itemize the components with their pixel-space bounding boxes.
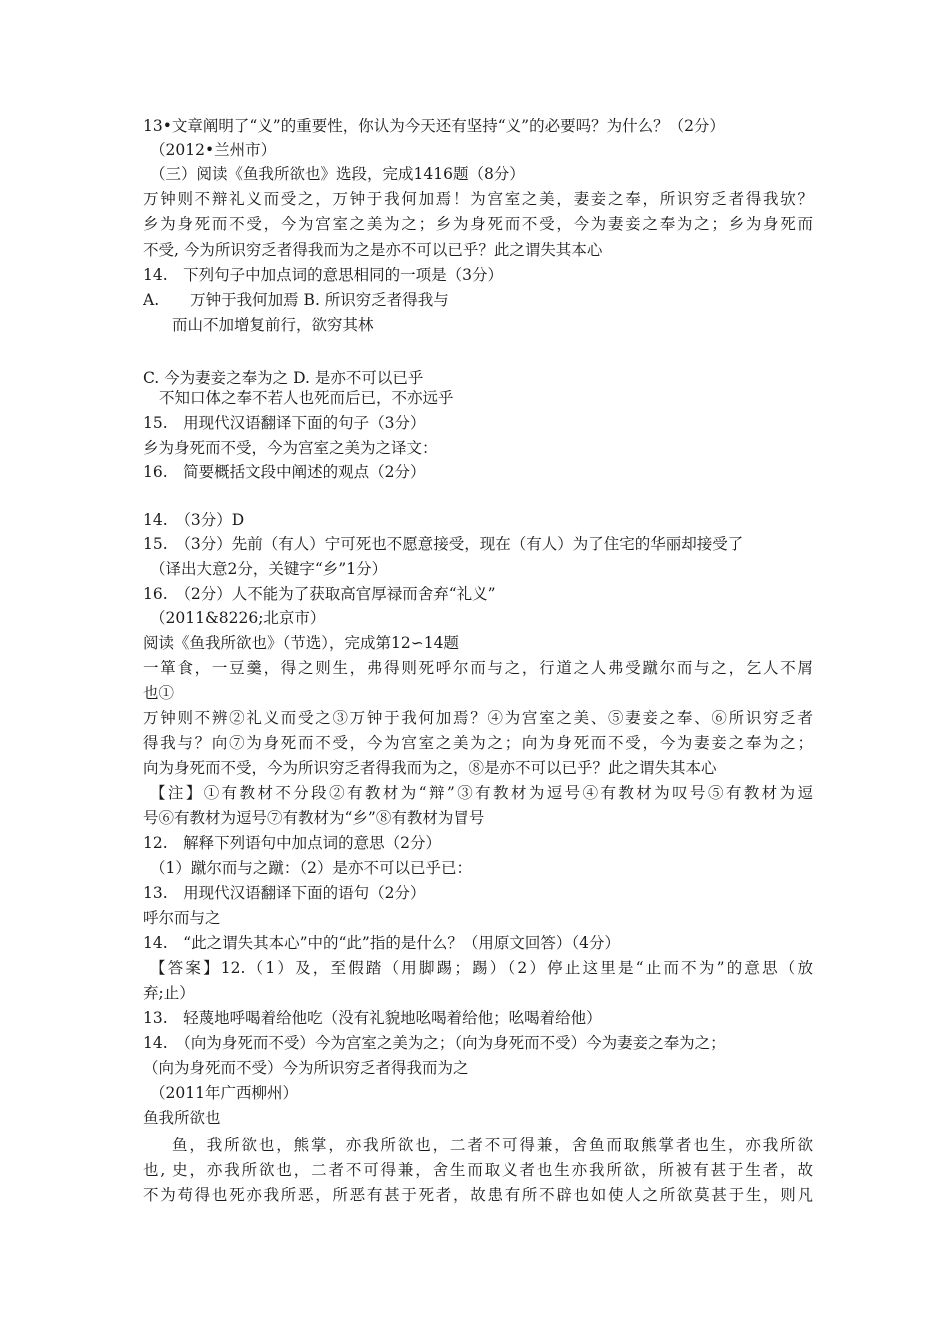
text-line: 号⑥有教材为逗号⑦有教材为“乡”⑧有教材为冒号 <box>143 809 485 827</box>
text-line: 不知口体之奉不若人也死而后已，不亦远乎 <box>159 389 454 407</box>
text-line: 呼尔而与之 <box>143 909 221 927</box>
text-line: 乡为身死而不受，今为宫室之美为之；乡为身死而不受，今为妻妾之奉为之；乡为身死而 <box>143 215 813 233</box>
section-heading: 阅读《鱼我所欲也》（节选），完成第12∽14题 <box>143 634 459 652</box>
text-line: （1）蹴尔而与之蹴：（2）是亦不可以已乎已： <box>150 859 472 877</box>
passage-title: 鱼我所欲也 <box>143 1109 221 1127</box>
answer-13: 13. 轻蔑地呼喝着给他吃（没有礼貌地吆喝着给他；吆喝着给他） <box>143 1009 602 1027</box>
question-16: 16. 简要概括文段中阐述的观点（2分） <box>143 463 426 481</box>
passage-line: 也, 史，亦我所欲也，二者不可得兼，舍生而取义者也生亦我所欲，所被有甚于生者，故 <box>143 1161 813 1179</box>
answer-14: 14. （3分）D <box>143 511 245 529</box>
text-line: 13•文章阐明了“义”的重要性，你认为今天还有坚持“义”的必要吗？为什么？（2分） <box>143 117 725 135</box>
question-14: 14. 下列句子中加点词的意思相同的一项是（3分） <box>143 266 504 284</box>
text-line: 得我与？向⑦为身死而不受，今为宫室之美为之；向为身死而不受，今为妻妾之奉为之； <box>143 734 813 752</box>
source-note: （2011&8226;北京市） <box>150 609 326 627</box>
text-line: 乡为身死而不受，今为宫室之美为之译文： <box>143 439 438 457</box>
passage-line: 鱼，我所欲也，熊掌，亦我所欲也，二者不可得兼，舍鱼而取熊掌者也生，亦我所欲 <box>172 1136 813 1154</box>
text-line: （三）阅读《鱼我所欲也》选段，完成1416题（8分） <box>150 165 525 183</box>
question-12: 12. 解释下列语句中加点词的意思（2分） <box>143 834 442 852</box>
text-line: （2012•兰州市） <box>150 141 277 159</box>
text-line: （向为身死而不受）今为所识穷乏者得我而为之 <box>143 1059 469 1077</box>
notes: 【注】①有教材不分段②有教材为“辩”③有教材为逗号④有教材为叹号⑤有教材为逗 <box>150 784 813 802</box>
answer-block: 【答案】12.（1）及，至假踏（用脚踢；踢）（2）停止这里是“止而不为”的意思（放 <box>150 959 813 977</box>
source-note: （2011年广西柳州） <box>150 1084 298 1102</box>
option-a-b: A. 万钟于我何加焉 B. 所识穷乏者得我与 <box>143 291 449 309</box>
text-line: 向为身死而不受，今为所识穷乏者得我而为之，⑧是亦不可以已乎？此之谓失其本心 <box>143 759 717 777</box>
answer-16: 16. （2分）人不能为了获取高官厚禄而舍弃“礼义” <box>143 585 496 603</box>
text-line: 而山不加增复前行，欲穷其林 <box>172 316 374 334</box>
option-c-d: C. 今为妻妾之奉为之 D. 是亦不可以已乎 <box>143 369 424 387</box>
text-line: （译出大意2分，关键字“乡”1分） <box>150 560 388 578</box>
text-line: 万钟则不辩礼义而受之，万钟于我何加焉！为宫室之美，妻妾之奉，所识穷乏者得我欤？ <box>143 190 813 208</box>
question-13: 13. 用现代汉语翻译下面的语句（2分） <box>143 884 426 902</box>
passage-line: 不为苟得也死亦我所恶，所恶有甚于死者，故患有所不辟也如使人之所欲莫甚于生，则凡 <box>143 1186 813 1204</box>
text-line: 一箪食，一豆羹，得之则生，弗得则死呼尔而与之，行道之人弗受蹴尔而与之，乞人不屑 <box>143 659 813 677</box>
question-15: 15. 用现代汉语翻译下面的句子（3分） <box>143 414 426 432</box>
text-line: 弃;止） <box>143 984 195 1002</box>
question-14b: 14. “此之谓失其本心”中的“此”指的是什么？（用原文回答）（4分） <box>143 934 620 952</box>
answer-15: 15. （3分）先前（有人）宁可死也不愿意接受，现在（有人）为了住宅的华丽却接受了 <box>143 535 744 553</box>
text-line: 不受, 今为所识穷乏者得我而为之是亦不可以已乎？此之谓失其本心 <box>143 241 603 259</box>
text-line: 万钟则不辨②礼义而受之③万钟于我何加焉？④为宫室之美、⑤妻妾之奉、⑥所识穷乏者 <box>143 709 813 727</box>
text-line: 也① <box>143 684 175 702</box>
answer-14b: 14. （向为身死而不受）今为宫室之美为之；（向为身死而不受）今为妻妾之奉为之； <box>143 1034 726 1052</box>
